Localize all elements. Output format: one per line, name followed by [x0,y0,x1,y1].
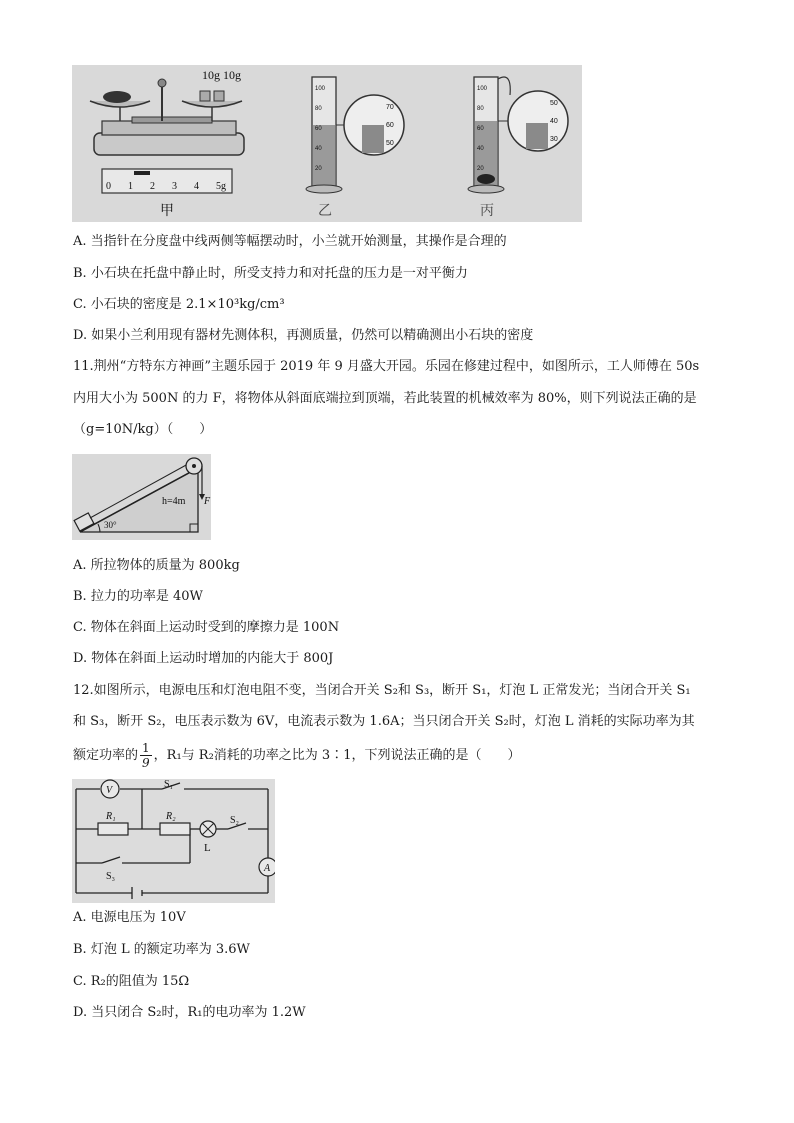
cyl-yi-tick-4: 20 [315,166,322,172]
ammeter-label: A [264,863,271,874]
cyl-yi-tick-1: 80 [315,106,322,112]
zoom-bing-tick-0: 50 [550,100,558,107]
label-jia: 甲 [160,203,174,219]
q12-stem-line3 [73,738,520,774]
q11-option-a: A. 所拉物体的质量为 800kg [73,558,240,573]
cyl-bing-tick-0: 100 [477,86,488,92]
cyl-yi-tick-3: 40 [315,146,322,152]
zoom-yi-tick-0: 70 [386,104,394,111]
q10-option-c: C. 小石块的密度是 2.1×10³kg/cm³ [73,297,285,312]
zoom-bing-tick-2: 30 [550,136,558,143]
scale-tick-0: 0 [106,181,111,192]
q12-option-b: B. 灯泡 L 的额定功率为 3.6W [73,942,250,957]
cyl-bing-tick-4: 20 [477,166,484,172]
q10-option-a: A. 当指针在分度盘中线两侧等幅摆动时，小兰就开始测量，其操作是合理的 [73,234,507,249]
q11-option-c: C. 物体在斜面上运动时受到的摩擦力是 100N [73,620,340,635]
q11-option-d: D. 物体在斜面上运动时增加的内能大于 800J [73,651,334,666]
q12-option-c: C. R₂的阻值为 15Ω [73,974,190,989]
scale-tick-2: 2 [150,181,155,192]
fraction-numerator: 1 [142,741,150,755]
voltmeter-label: V [106,785,113,796]
resistor-r1-label: R₁ [106,811,116,822]
cyl-bing-tick-2: 60 [477,126,484,132]
zoom-yi-tick-2: 50 [386,140,394,147]
cyl-yi-tick-2: 60 [315,126,322,132]
incline-force-label: F [204,496,211,507]
balance-weights-label: 10g 10g [202,68,241,82]
cyl-yi-tick-0: 100 [315,86,326,92]
cyl-bing-tick-3: 40 [477,146,484,152]
figure-incline-pulley [72,454,211,540]
q11-option-b: B. 拉力的功率是 40W [73,589,203,604]
figure-circuit [72,779,275,903]
label-bing: 丙 [480,203,494,219]
label-yi: 乙 [318,203,332,219]
fraction-denominator: 9 [142,756,150,770]
switch-s1-label: S₁ [164,779,174,790]
zoom-yi-tick-1: 60 [386,122,394,129]
q12-stem-line2: 和 S₃，断开 S₂，电压表示数为 6V，电流表示数为 1.6A；当只闭合开关 S₂时，灯泡 L 消耗的实际功率为其 [73,714,695,729]
scale-tick-5: 5g [216,181,226,192]
q10-option-b: B. 小石块在托盘中静止时，所受支持力和对托盘的压力是一对平衡力 [73,266,468,281]
switch-s2-label: S₂ [230,815,240,826]
resistor-r2-label: R₂ [166,811,176,822]
cyl-bing-tick-1: 80 [477,106,484,112]
scale-tick-3: 3 [172,181,177,192]
incline-angle-label: 30° [104,520,117,530]
q10-option-d: D. 如果小兰利用现有器材先测体积，再测质量，仍然可以精确测出小石块的密度 [73,328,534,343]
q12-stem-line3-pre: 额定功率的 [73,748,139,763]
q12-stem-line3-post: ，R₁与 R₂消耗的功率之比为 3∶1，下列说法正确的是（ ） [153,748,521,763]
figure-balance-cylinders [72,65,582,222]
switch-s3-label: S₃ [106,871,116,882]
lamp-label: L [204,842,211,854]
q12-stem-line1: 12.如图所示，电源电压和灯泡电阻不变，当闭合开关 S₂和 S₃，断开 S₁，灯泡 L 正常发光；当闭合开关 S₁ [73,683,691,698]
scale-tick-1: 1 [128,181,133,192]
fraction-one-ninth [140,741,152,770]
scale-tick-4: 4 [194,181,199,192]
incline-height-label: h=4m [162,496,186,507]
zoom-bing-tick-1: 40 [550,118,558,125]
q11-stem-line3: （g=10N/kg）（ ） [73,422,213,437]
q12-option-a: A. 电源电压为 10V [73,910,186,925]
q12-option-d: D. 当只闭合 S₂时，R₁的电功率为 1.2W [73,1005,306,1020]
q11-stem-line2: 内用大小为 500N 的力 F，将物体从斜面底端拉到顶端，若此装置的机械效率为 80%，则下列说法正确的是 [73,391,697,406]
q11-stem-line1: 11.荆州“方特东方神画”主题乐园于 2019 年 9 月盛大开园。乐园在修建过程中，如图所示，工人师傅在 50s [73,359,700,374]
